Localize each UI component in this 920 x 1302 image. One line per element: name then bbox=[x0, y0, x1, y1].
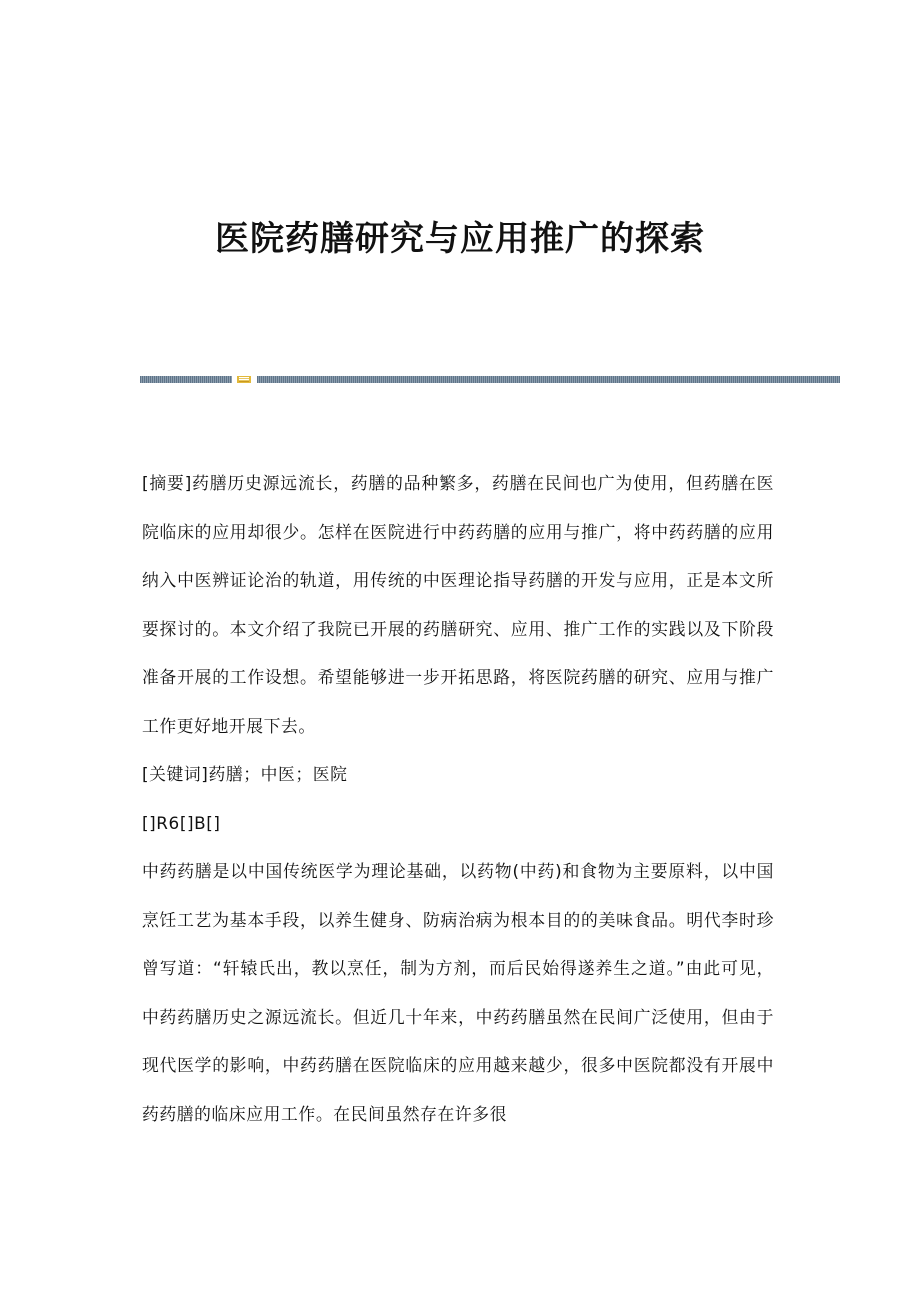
document-title: 医院药膳研究与应用推广的探索 bbox=[215, 219, 705, 259]
abstract-paragraph: [摘要]药膳历史源远流长，药膳的品种繁多，药膳在民间也广为使用，但药膳在医院临床的应用却很少。怎样在医院进行中药药膳的应用与推广，将中药药膳的应用纳入中医辨证论治的轨道，用传统的中医理论指导药膳的开发与应用，正是本文所要探讨的。本文介绍了我院已开展的药膳研究、应用、推广工作的实践以及下阶段准备开展的工作设想。希望能够进一步开拓思路，将医院药膳的研究、应用与推广工作更好地开展下去。 bbox=[142, 473, 774, 736]
document-content bbox=[142, 459, 774, 1138]
classification-line: []R6[]B[] bbox=[142, 812, 221, 833]
divider-bar-left bbox=[140, 376, 232, 383]
keywords-line: [关键词]药膳；中医；医院 bbox=[142, 764, 348, 784]
body-paragraph: 中药药膳是以中国传统医学为理论基础，以药物(中药)和食物为主要原料，以中国烹饪工艺为基本手段，以养生健身、防病治病为根本目的的美味食品。明代李时珍曾写道：“轩辕氏出，教以烹任，制为方剂，而后民始得遂养生之道。”由此可见，中药药膳历史之源远流长。但近几十年来，中药药膳虽然在民间广泛使用，但由于现代医学的影响，中药药膳在医院临床的应用越来越少，很多中医院都没有开展中药药膳的临床应用工作。在民间虽然存在许多很 bbox=[142, 861, 774, 1124]
ornament-icon bbox=[236, 374, 252, 385]
title-divider bbox=[140, 375, 840, 385]
divider-bar-right bbox=[257, 376, 840, 383]
